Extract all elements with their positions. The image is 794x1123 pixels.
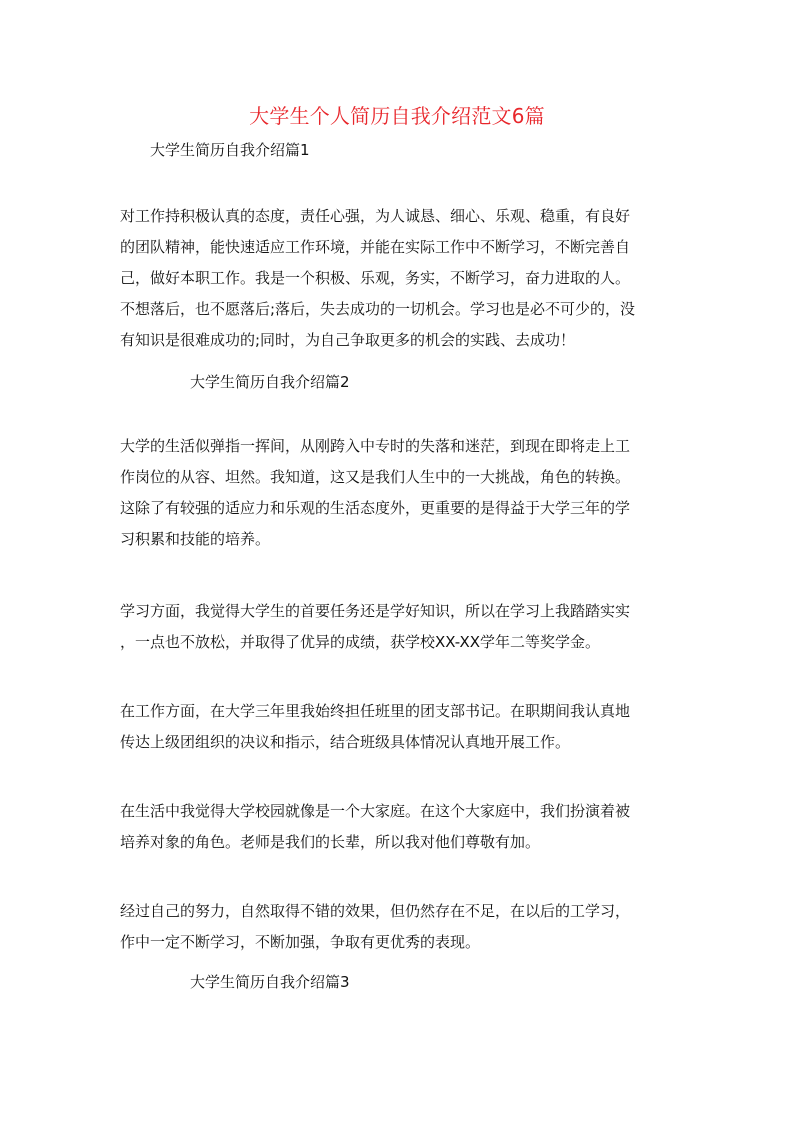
document-title: 大学生个人简历自我介绍范文6篇 (249, 104, 545, 128)
section-2-paragraph-1: 大学的生活似弹指一挥间，从刚跨入中专时的失落和迷茫，到现在即将走上工 作岗位的从容、坦然。我知道，这又是我们人生中的一大挑战，角色的转换。 这除了有较强的适应力和乐观的生活态度外，更重要的是得益于大学三年的学 习积累和技能的培养。 (120, 437, 631, 548)
section-heading-3: 大学生简历自我介绍篇3 (190, 973, 350, 991)
section-2-paragraph-5: 经过自己的努力，自然取得不错的效果，但仍然存在不足，在以后的工学习， 作中一定不断学习，不断加强，争取有更优秀的表现。 (120, 902, 631, 951)
section-heading-2: 大学生简历自我介绍篇2 (190, 373, 350, 391)
section-2-paragraph-3: 在工作方面，在大学三年里我始终担任班里的团支部书记。在职期间我认真地 传达上级团组织的决议和指示，结合班级具体情况认真地开展工作。 (120, 702, 631, 751)
section-2-paragraph-2: 学习方面，我觉得大学生的首要任务还是学好知识，所以在学习上我踏踏实实 ，一点也不放松，并取得了优异的成绩，获学校XX-XX学年二等奖学金。 (120, 602, 631, 651)
section-2-paragraph-4: 在生活中我觉得大学校园就像是一个大家庭。在这个大家庭中，我们扮演着被 培养对象的角色。老师是我们的长辈，所以我对他们尊敬有加。 (120, 802, 631, 851)
section-heading-1: 大学生简历自我介绍篇1 (150, 141, 310, 159)
section-1-paragraph-1: 对工作持积极认真的态度，责任心强，为人诚恳、细心、乐观、稳重，有良好 的团队精神，能快速适应工作环境，并能在实际工作中不断学习，不断完善自 己，做好本职工作。我是一个积极、乐观，务实，不断学习，奋力进取的人。 不想落后，也不愿落后;落后，失去成功的一切机会。学习也是必不可少的，没 有知识是很难成功的;同时，为自己争取更多的机会的实践、去成功！ (120, 207, 636, 349)
